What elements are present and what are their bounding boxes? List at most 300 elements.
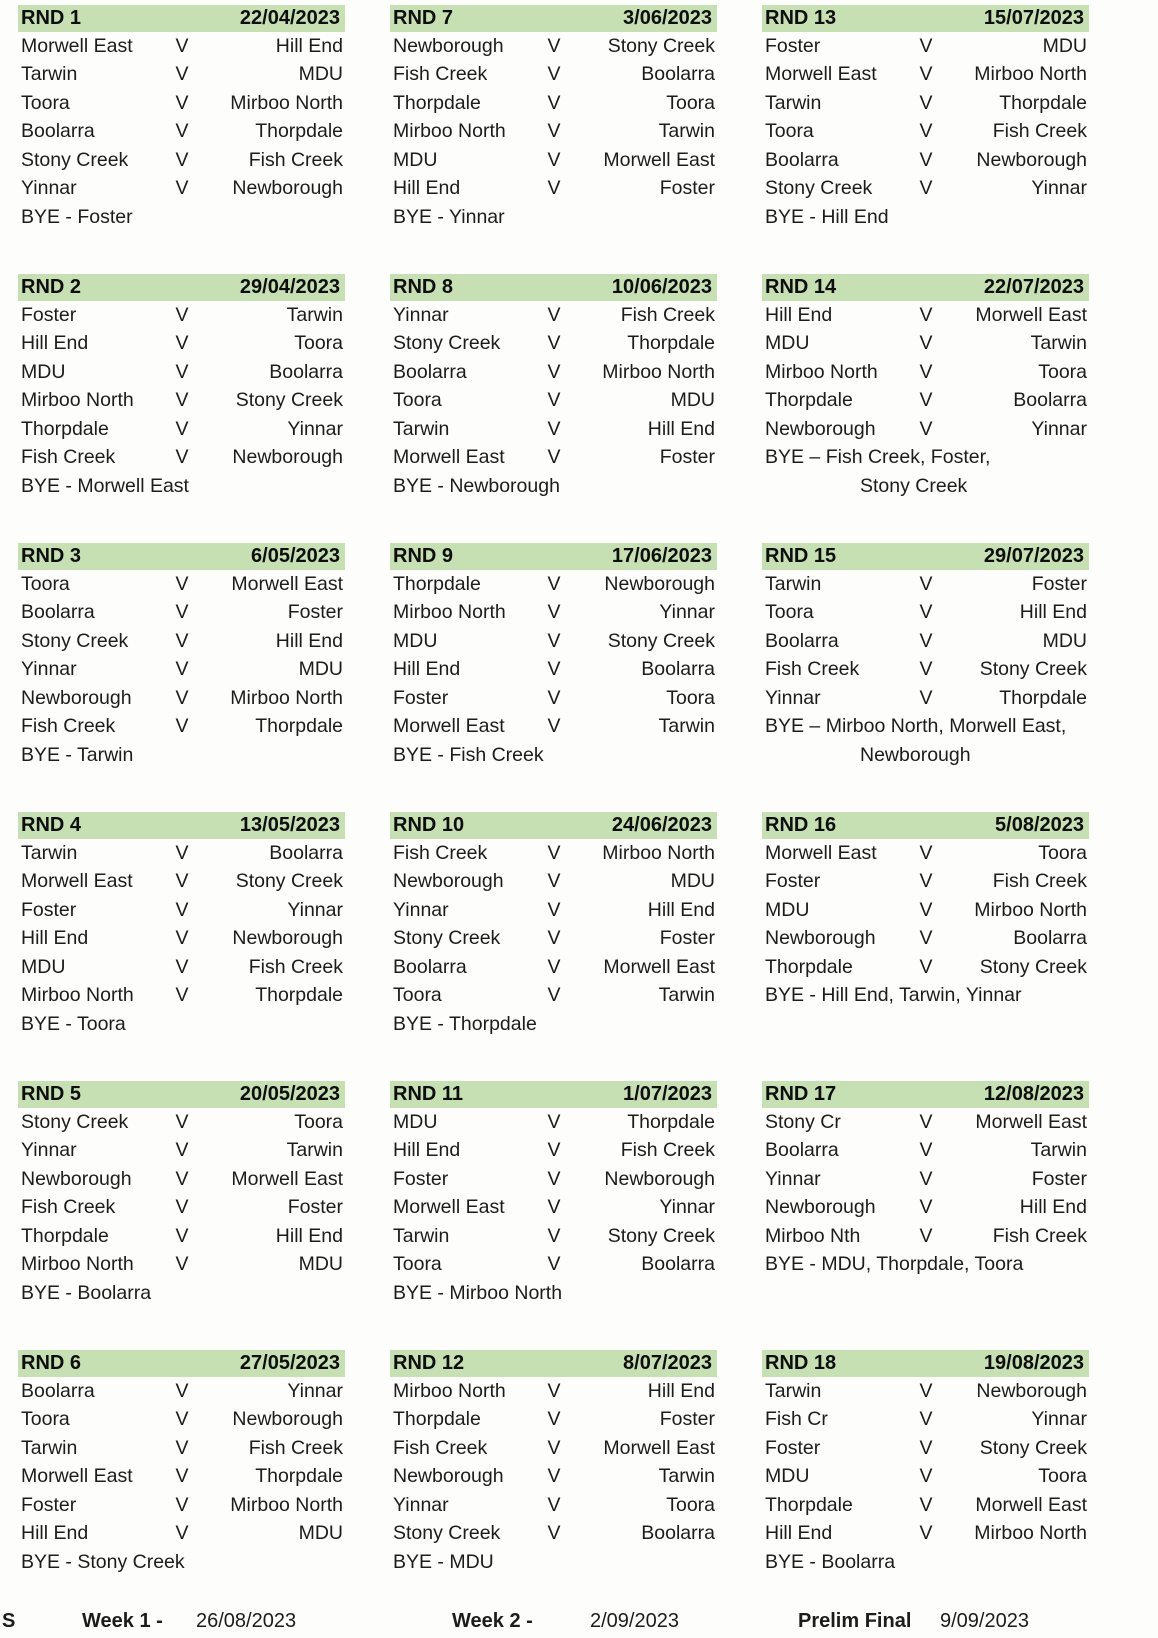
match-row	[18, 301, 345, 330]
versus-label: V	[919, 120, 933, 143]
round-date: 17/06/2023	[611, 545, 712, 567]
home-team: Hill End	[393, 177, 461, 200]
round-header	[18, 1350, 345, 1377]
away-team: Toora	[1038, 841, 1087, 864]
away-team: Boolarra	[641, 1522, 715, 1545]
versus-label: V	[919, 1436, 933, 1459]
home-team: Toora	[21, 572, 70, 595]
round-rows	[762, 570, 1089, 770]
versus-label: V	[175, 715, 189, 738]
round-rows	[18, 570, 345, 770]
round-number: RND 17	[765, 1083, 837, 1105]
versus-label: V	[547, 1253, 561, 1276]
away-team: MDU	[298, 658, 343, 681]
home-team: Morwell East	[21, 870, 133, 893]
match-row	[390, 656, 717, 685]
away-team: Fish Creek	[992, 120, 1087, 143]
away-team: Yinnar	[1031, 1408, 1087, 1431]
home-team: Hill End	[21, 332, 89, 355]
away-team: Stony Creek	[979, 1436, 1087, 1459]
home-team: Tarwin	[765, 1379, 822, 1402]
versus-label: V	[919, 572, 933, 595]
round-rows	[762, 1108, 1089, 1279]
away-team: Newborough	[604, 572, 715, 595]
match-row	[762, 175, 1089, 204]
versus-label: V	[919, 1408, 933, 1431]
home-team: Mirboo North	[21, 984, 134, 1007]
home-team: Hill End	[765, 1522, 833, 1545]
versus-label: V	[919, 841, 933, 864]
away-team: Newborough	[232, 177, 343, 200]
round-rows	[390, 1108, 717, 1308]
versus-label: V	[547, 389, 561, 412]
away-team: Stony Creek	[979, 658, 1087, 681]
round-header	[18, 812, 345, 839]
versus-label: V	[175, 360, 189, 383]
home-team: MDU	[393, 629, 438, 652]
away-team: Boolarra	[641, 658, 715, 681]
away-team: Morwell East	[975, 1493, 1087, 1516]
match-row	[762, 1434, 1089, 1463]
bye-line: BYE - Yinnar	[393, 205, 505, 228]
match-row	[762, 570, 1089, 599]
away-team: Mirboo North	[230, 91, 343, 114]
versus-label: V	[547, 1110, 561, 1133]
bye-line: BYE - Tarwin	[21, 743, 134, 766]
round-date: 6/05/2023	[251, 545, 340, 567]
round-date: 5/08/2023	[995, 814, 1084, 836]
versus-label: V	[919, 870, 933, 893]
versus-label: V	[547, 91, 561, 114]
home-team: Mirboo North	[393, 1379, 506, 1402]
home-team: Mirboo Nth	[765, 1224, 861, 1247]
versus-label: V	[547, 1379, 561, 1402]
match-row	[762, 925, 1089, 954]
away-team: Mirboo North	[602, 841, 715, 864]
round-header	[762, 5, 1089, 32]
away-team: Newborough	[232, 927, 343, 950]
round-number: RND 15	[765, 545, 837, 567]
bye-line: BYE - Hill End	[765, 205, 889, 228]
match-row	[18, 387, 345, 416]
round-number: RND 6	[21, 1352, 82, 1374]
away-team: Toora	[294, 332, 343, 355]
match-row	[18, 1251, 345, 1280]
home-team: Foster	[21, 1493, 77, 1516]
away-team: Hill End	[275, 629, 343, 652]
versus-label: V	[547, 572, 561, 595]
versus-label: V	[919, 1139, 933, 1162]
home-team: Yinnar	[21, 658, 77, 681]
round-header	[762, 1081, 1089, 1108]
round-rows	[390, 1377, 717, 1577]
match-row	[390, 1194, 717, 1223]
versus-label: V	[547, 34, 561, 57]
away-team: Boolarra	[269, 841, 343, 864]
home-team: Boolarra	[393, 360, 467, 383]
versus-label: V	[547, 1436, 561, 1459]
home-team: Mirboo North	[21, 1253, 134, 1276]
away-team: Hill End	[1019, 601, 1087, 624]
versus-label: V	[547, 1465, 561, 1488]
away-team: Foster	[287, 1196, 343, 1219]
home-team: Yinnar	[765, 686, 821, 709]
away-team: Fish Creek	[248, 1436, 343, 1459]
round-block	[18, 274, 345, 501]
round-date: 3/06/2023	[623, 7, 712, 29]
home-team: Yinnar	[21, 177, 77, 200]
round-block	[762, 274, 1089, 501]
round-number: RND 14	[765, 276, 837, 298]
versus-label: V	[175, 1493, 189, 1516]
round-block	[18, 812, 345, 1039]
bye-line: BYE - Boolarra	[765, 1550, 896, 1573]
match-row	[762, 627, 1089, 656]
match-row	[762, 1222, 1089, 1251]
match-row	[18, 358, 345, 387]
round-block	[390, 1081, 717, 1308]
home-team: MDU	[393, 148, 438, 171]
versus-label: V	[175, 91, 189, 114]
round-header	[390, 812, 717, 839]
match-row	[762, 415, 1089, 444]
versus-label: V	[919, 898, 933, 921]
away-team: Tarwin	[658, 120, 715, 143]
away-team: Newborough	[604, 1167, 715, 1190]
versus-label: V	[547, 148, 561, 171]
match-row	[762, 1520, 1089, 1549]
versus-label: V	[175, 446, 189, 469]
away-team: Thorpdale	[999, 91, 1087, 114]
away-team: Thorpdale	[627, 332, 715, 355]
versus-label: V	[175, 658, 189, 681]
home-team: Toora	[765, 120, 814, 143]
away-team: Foster	[659, 446, 715, 469]
round-date: 12/08/2023	[983, 1083, 1084, 1105]
versus-label: V	[547, 1522, 561, 1545]
versus-label: V	[175, 120, 189, 143]
versus-label: V	[547, 332, 561, 355]
versus-label: V	[547, 446, 561, 469]
home-team: Mirboo North	[21, 389, 134, 412]
match-row	[762, 1377, 1089, 1406]
home-team: Thorpdale	[765, 1493, 853, 1516]
home-team: Morwell East	[393, 715, 505, 738]
versus-label: V	[919, 629, 933, 652]
match-row	[18, 89, 345, 118]
versus-label: V	[919, 1465, 933, 1488]
match-row	[390, 118, 717, 147]
versus-label: V	[919, 332, 933, 355]
match-row	[390, 415, 717, 444]
away-team: Morwell East	[231, 572, 343, 595]
match-row	[762, 1194, 1089, 1223]
home-team: Fish Creek	[21, 446, 116, 469]
match-row	[762, 358, 1089, 387]
fixture-column	[762, 5, 1089, 1619]
round-number: RND 13	[765, 7, 837, 29]
match-row	[18, 1222, 345, 1251]
versus-label: V	[547, 870, 561, 893]
round-number: RND 2	[21, 276, 82, 298]
versus-label: V	[919, 601, 933, 624]
away-team: Mirboo North	[230, 686, 343, 709]
prelim-final-date: 9/09/2023	[940, 1610, 1029, 1632]
home-team: Fish Cr	[765, 1408, 828, 1431]
versus-label: V	[175, 389, 189, 412]
match-row	[762, 89, 1089, 118]
round-block	[18, 543, 345, 770]
versus-label: V	[175, 898, 189, 921]
round-number: RND 7	[393, 7, 454, 29]
home-team: Newborough	[765, 417, 876, 440]
home-team: Toora	[21, 1408, 70, 1431]
round-rows	[390, 301, 717, 501]
match-row	[18, 953, 345, 982]
versus-label: V	[919, 1379, 933, 1402]
match-row	[390, 1520, 717, 1549]
versus-label: V	[919, 303, 933, 326]
match-row	[762, 599, 1089, 628]
round-rows	[18, 1377, 345, 1577]
match-row	[390, 32, 717, 61]
match-row	[390, 89, 717, 118]
match-row	[762, 61, 1089, 90]
versus-label: V	[919, 955, 933, 978]
match-row	[18, 656, 345, 685]
bye-line: BYE - Foster	[21, 205, 133, 228]
home-team: Newborough	[765, 927, 876, 950]
versus-label: V	[175, 841, 189, 864]
match-row	[18, 330, 345, 359]
away-team: MDU	[298, 1253, 343, 1276]
away-team: Newborough	[976, 148, 1087, 171]
round-block	[18, 5, 345, 232]
away-team: Hill End	[275, 1224, 343, 1247]
away-team: Toora	[1038, 1465, 1087, 1488]
match-row	[390, 599, 717, 628]
versus-label: V	[175, 1379, 189, 1402]
home-team: Mirboo North	[393, 601, 506, 624]
away-team: Stony Creek	[607, 629, 715, 652]
versus-label: V	[175, 955, 189, 978]
round-date: 1/07/2023	[623, 1083, 712, 1105]
versus-label: V	[547, 927, 561, 950]
round-block	[762, 1350, 1089, 1577]
match-row	[18, 1463, 345, 1492]
home-team: MDU	[21, 955, 66, 978]
match-row	[390, 61, 717, 90]
versus-label: V	[547, 1196, 561, 1219]
round-date: 29/07/2023	[983, 545, 1084, 567]
home-team: Yinnar	[393, 1493, 449, 1516]
home-team: MDU	[393, 1110, 438, 1133]
home-team: Thorpdale	[21, 1224, 109, 1247]
round-date: 22/04/2023	[239, 7, 340, 29]
away-team: Foster	[659, 177, 715, 200]
versus-label: V	[547, 1224, 561, 1247]
round-number: RND 18	[765, 1352, 837, 1374]
round-rows	[18, 301, 345, 501]
match-row	[18, 1520, 345, 1549]
round-block	[390, 274, 717, 501]
versus-label: V	[175, 601, 189, 624]
away-team: Morwell East	[975, 303, 1087, 326]
match-row	[18, 925, 345, 954]
away-team: Stony Creek	[979, 955, 1087, 978]
away-team: Tarwin	[658, 984, 715, 1007]
versus-label: V	[175, 629, 189, 652]
home-team: MDU	[765, 898, 810, 921]
round-header	[390, 1081, 717, 1108]
match-row	[18, 175, 345, 204]
home-team: MDU	[21, 360, 66, 383]
home-team: Foster	[765, 1436, 821, 1459]
match-row	[390, 1377, 717, 1406]
round-block	[18, 1081, 345, 1308]
home-team: Foster	[393, 686, 449, 709]
match-row	[390, 925, 717, 954]
match-row	[762, 1491, 1089, 1520]
home-team: Tarwin	[393, 1224, 450, 1247]
away-team: Boolarra	[1013, 389, 1087, 412]
versus-label: V	[919, 1522, 933, 1545]
versus-label: V	[175, 1110, 189, 1133]
versus-label: V	[919, 1224, 933, 1247]
away-team: Hill End	[647, 898, 715, 921]
home-team: Yinnar	[21, 1139, 77, 1162]
round-number: RND 16	[765, 814, 837, 836]
versus-label: V	[175, 1139, 189, 1162]
round-rows	[18, 32, 345, 232]
versus-label: V	[175, 984, 189, 1007]
match-row	[390, 1491, 717, 1520]
away-team: Yinnar	[287, 417, 343, 440]
match-row	[18, 896, 345, 925]
match-row	[18, 570, 345, 599]
versus-label: V	[175, 572, 189, 595]
round-header	[18, 543, 345, 570]
match-row	[390, 570, 717, 599]
round-block	[762, 543, 1089, 770]
round-rows	[390, 32, 717, 232]
away-team: Stony Creek	[235, 870, 343, 893]
bye-line: BYE – Mirboo North, Morwell East,	[765, 715, 1067, 738]
away-team: Foster	[659, 1408, 715, 1431]
home-team: Morwell East	[393, 446, 505, 469]
finals-week2-date: 2/09/2023	[590, 1610, 679, 1632]
versus-label: V	[175, 1436, 189, 1459]
round-block	[390, 1350, 717, 1577]
away-team: Morwell East	[603, 1436, 715, 1459]
round-header	[762, 1350, 1089, 1377]
away-team: MDU	[670, 870, 715, 893]
bye-line: BYE - Fish Creek	[393, 743, 544, 766]
match-row	[18, 1377, 345, 1406]
round-rows	[762, 1377, 1089, 1577]
versus-label: V	[547, 417, 561, 440]
home-team: Hill End	[21, 927, 89, 950]
match-row	[390, 330, 717, 359]
match-row	[18, 32, 345, 61]
away-team: Foster	[287, 601, 343, 624]
away-team: Toora	[294, 1110, 343, 1133]
home-team: Fish Creek	[21, 715, 116, 738]
match-row	[762, 387, 1089, 416]
round-block	[390, 812, 717, 1039]
home-team: Toora	[393, 1253, 442, 1276]
home-team: Thorpdale	[393, 91, 481, 114]
versus-label: V	[547, 601, 561, 624]
home-team: Yinnar	[393, 303, 449, 326]
home-team: Morwell East	[765, 63, 877, 86]
versus-label: V	[919, 389, 933, 412]
home-team: Thorpdale	[393, 1408, 481, 1431]
home-team: Newborough	[393, 870, 504, 893]
away-team: MDU	[298, 63, 343, 86]
finals-footer	[0, 1608, 1158, 1638]
finals-series-label: S	[2, 1610, 16, 1632]
versus-label: V	[919, 63, 933, 86]
round-header	[762, 543, 1089, 570]
versus-label: V	[547, 686, 561, 709]
away-team: Morwell East	[975, 1110, 1087, 1133]
away-team: Yinnar	[1031, 177, 1087, 200]
bye-line: BYE - Newborough	[393, 474, 560, 497]
match-row	[390, 146, 717, 175]
round-number: RND 8	[393, 276, 454, 298]
round-date: 22/07/2023	[983, 276, 1084, 298]
versus-label: V	[919, 1493, 933, 1516]
away-team: Toora	[1038, 360, 1087, 383]
away-team: Fish Creek	[620, 1139, 715, 1162]
home-team: Toora	[21, 91, 70, 114]
home-team: Morwell East	[393, 1196, 505, 1219]
away-team: Mirboo North	[974, 1522, 1087, 1545]
bye-line: BYE – Fish Creek, Foster,	[765, 446, 991, 469]
match-row	[18, 1406, 345, 1435]
away-team: Yinnar	[1031, 417, 1087, 440]
versus-label: V	[547, 984, 561, 1007]
away-team: Foster	[1031, 1167, 1087, 1190]
versus-label: V	[919, 148, 933, 171]
home-team: Boolarra	[393, 955, 467, 978]
versus-label: V	[919, 91, 933, 114]
home-team: Thorpdale	[21, 417, 109, 440]
round-rows	[762, 839, 1089, 1010]
match-row	[390, 1108, 717, 1137]
away-team: Yinnar	[659, 601, 715, 624]
away-team: Thorpdale	[255, 715, 343, 738]
match-row	[390, 1463, 717, 1492]
round-date: 20/05/2023	[239, 1083, 340, 1105]
home-team: Hill End	[393, 1139, 461, 1162]
bye-line: BYE - Stony Creek	[21, 1550, 185, 1573]
home-team: Boolarra	[21, 1379, 95, 1402]
bye-line: BYE - Morwell East	[21, 474, 189, 497]
away-team: Newborough	[232, 1408, 343, 1431]
home-team: Mirboo North	[393, 120, 506, 143]
versus-label: V	[547, 360, 561, 383]
away-team: Newborough	[232, 446, 343, 469]
away-team: Morwell East	[603, 148, 715, 171]
match-row	[390, 839, 717, 868]
round-block	[762, 1081, 1089, 1308]
home-team: Tarwin	[21, 63, 78, 86]
round-date: 15/07/2023	[983, 7, 1084, 29]
home-team: Foster	[21, 303, 77, 326]
away-team: Fish Creek	[992, 870, 1087, 893]
